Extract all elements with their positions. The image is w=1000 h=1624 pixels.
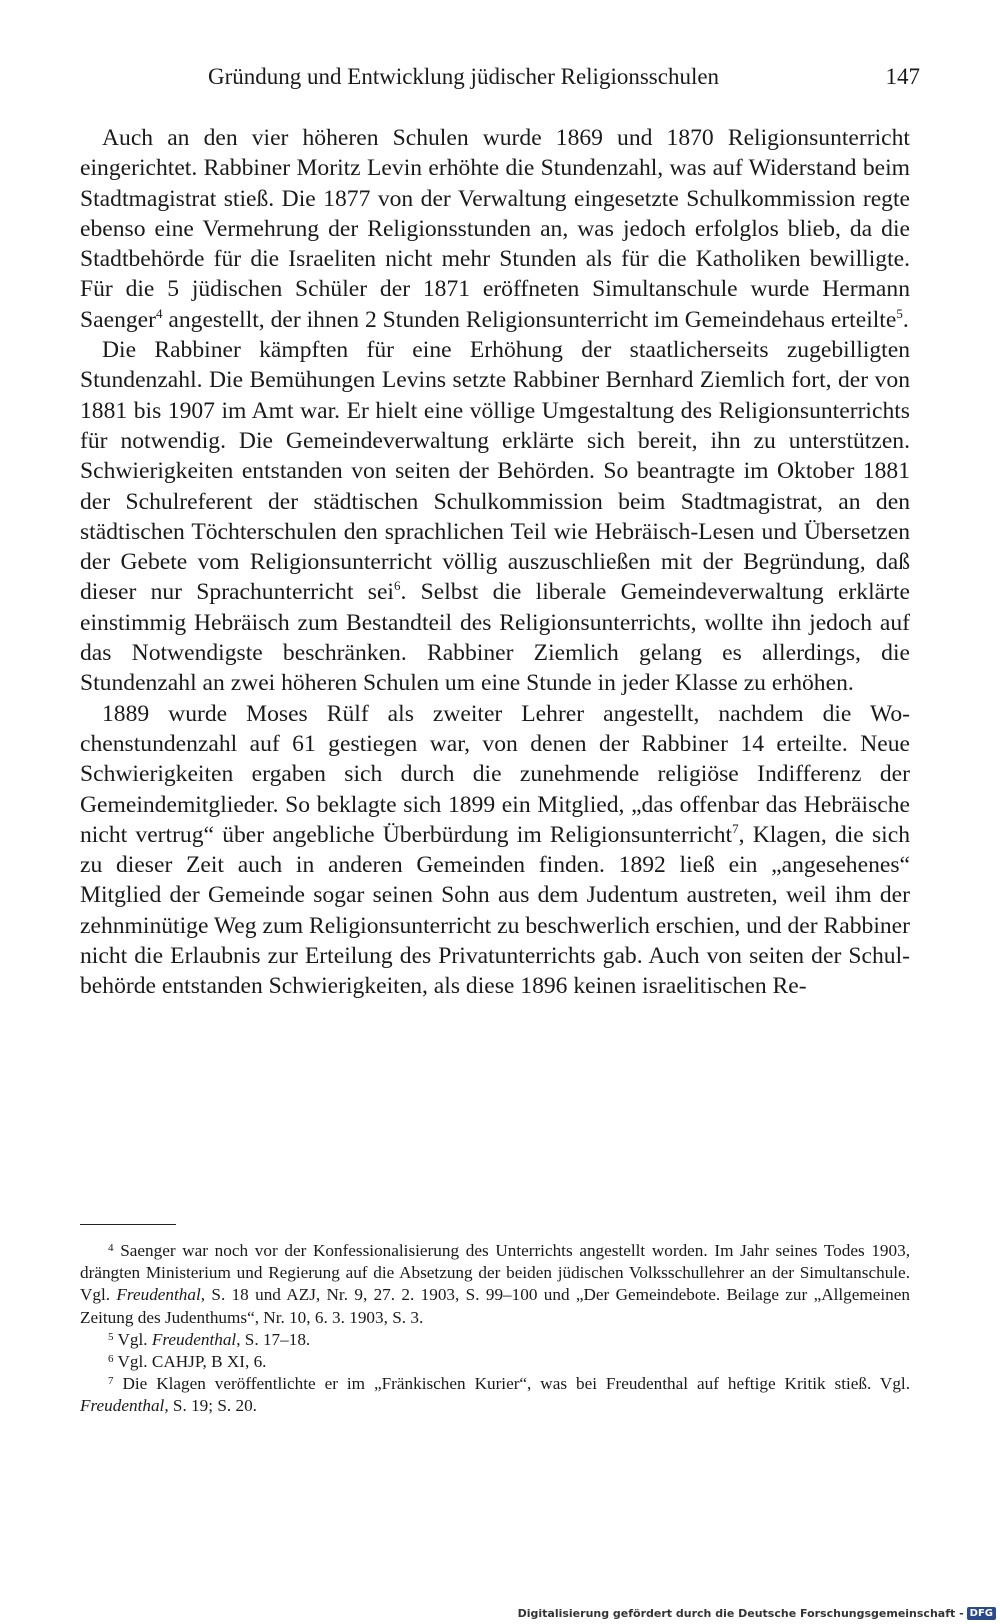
footnote-mark: 4 [108, 1242, 114, 1254]
footnote-mark: 7 [108, 1375, 114, 1388]
footnotes [80, 1240, 910, 1418]
paragraph-2: Die Rabbiner kämpften für eine Erhöhung der staatlicherseits zugebilligten Stundenzahl. Die Bemühungen Levins setzte Rabbiner Bernhard Ziemlich fort, der von 1881 bis 1907 im Amt war. Er hielt eine völlige Umgestaltung des Religionsunterrichts für notwendig. Die Gemeindeverwaltung erklärte sich bereit, ihn zu unterstützen. Schwierigkeiten entstanden von seiten der Behörden. So beantragte im Oktober 1881 der Schulreferent der städtischen Schulkommission beim Stadtmagistrat, an den städtischen Töchterschulen den sprachlichen Teil wie Hebräisch-Lesen und Übersetzen der Gebete vom Religionsunterricht völlig auszuschließen mit der Begründung, daß dieser nur Sprachunterricht sei$^6$. Selbst die liberale Gemeindeverwaltung erklärte einstimmig Hebräisch zum Bestandteil des Religionsunterrichts, wollte ihn jedoch auf das Notwendigste beschränken. Rabbiner Ziemlich gelang es allerdings, die Stundenzahl an zwei höheren Schulen um eine Stunde in jeder Klasse zu erhöhen. [80, 337, 911, 697]
body-text [80, 123, 910, 1002]
footnote-7: $^7$ Die Klagen veröffentlichte er im „Fränkischen Kurier“, was bei Freudenthal auf heftige Kritik stieß. Vgl. Freudenthal, S. 19; S. 20. [80, 1374, 911, 1416]
footnote-ref-6[interactable]: 6 [393, 578, 401, 594]
footnote-ref-7[interactable]: 7 [732, 820, 739, 836]
author-name: Freudenthal [116, 1285, 201, 1305]
dfg-logo-icon: DFG [967, 1607, 996, 1620]
footnote-4: $^4$ Saenger war noch vor der Konfessionalisierung des Unterrichts angestellt worden. Im Jahr seines Todes 1903, drängten Ministerium und Regierung auf die Absetzung der beiden jüdischen Volksschullehrer an der Simultanschule. Vgl. Freudenthal, S. 18 und AZJ, Nr. 9, 27. 2. 1903, S. 99–100 und „Der Gemeindebote. Beilage zur „Allgemeinen Zeitung des Judenthums“, Nr. 10, 6. 3. 1903, S. 3. [80, 1241, 910, 1327]
running-title: Gründung und Entwicklung jüdischer Religionsschulen [208, 64, 720, 89]
credit-text: Digitalisierung gefördert durch die Deutsche Forschungsgemeinschaft - [517, 1607, 964, 1620]
author-name: Freudenthal, [80, 1396, 169, 1416]
footnote-mark: 6 [108, 1353, 114, 1366]
page-number: 147 [885, 64, 920, 89]
footnote-ref-4[interactable]: 4 [156, 305, 163, 321]
running-header [80, 64, 920, 100]
digitization-credit [518, 1607, 996, 1620]
author-name: Freudenthal [151, 1329, 237, 1349]
footnote-5: $^5$ Vgl. Freudenthal, S. 17–18. [108, 1329, 311, 1349]
paragraph-3: 1889 wurde Moses Rülf als zweiter Lehrer angestellt, nachdem die Wochenstundenzahl auf 61 gestiegen war, von denen der Rabbiner 14 erteilte. Neue Schwierigkeiten ergaben sich durch die zunehmende religiöse Indifferenz der Gemeindemitglieder. So beklagte sich 1899 ein Mitglied, „das offenbar das Hebräische nicht vertrug“ über angebliche Überbürdung im Religionsunterricht$^7$, Klagen, die sich zu dieser Zeit auch in anderen Gemeinden finden. 1892 ließ ein „angesehenes“ Mitglied der Gemeinde sogar seinen Sohn aus dem Judentum austreten, weil ihm der zehnminütige Weg zum Religionsunterricht zu beschwerlich erschien, und der Rabbiner nicht die Erlaubnis zur Erteilung des Privatunterrichts gab. Auch von seiten der Schulbehörde entstanden Schwierigkeiten, als diese 1896 keinen israelitischen Re- [80, 700, 910, 1000]
footnote-ref-5[interactable]: 5 [896, 305, 903, 321]
footnote-6: $^6$ Vgl. CAHJP, B XI, 6. [108, 1352, 267, 1372]
footnote-mark: 5 [108, 1330, 114, 1343]
footnote-divider [80, 1224, 176, 1225]
paragraph-1: Auch an den vier höheren Schulen wurde 1869 und 1870 Religionsunterricht eingerichtet. Rabbiner Moritz Levin erhöhte die Stundenzahl, was auf Widerstand beim Stadtmagistrat stieß. Die 1877 von der Verwaltung eingesetzte Schulkommission regte ebenso eine Vermehrung der Religionsstunden an, was jedoch erfolglos blieb, da die Stadtbehörde für die Israeliten nicht mehr Stunden als für die Katholiken bewilligte. Für die 5 jüdischen Schüler der 1871 eröffneten Simultanschule wurde Hermann Saenger$^4$ angestellt, der ihnen 2 Stunden Religionsunterricht im Gemeindehaus erteilte$^5$. [80, 125, 910, 333]
